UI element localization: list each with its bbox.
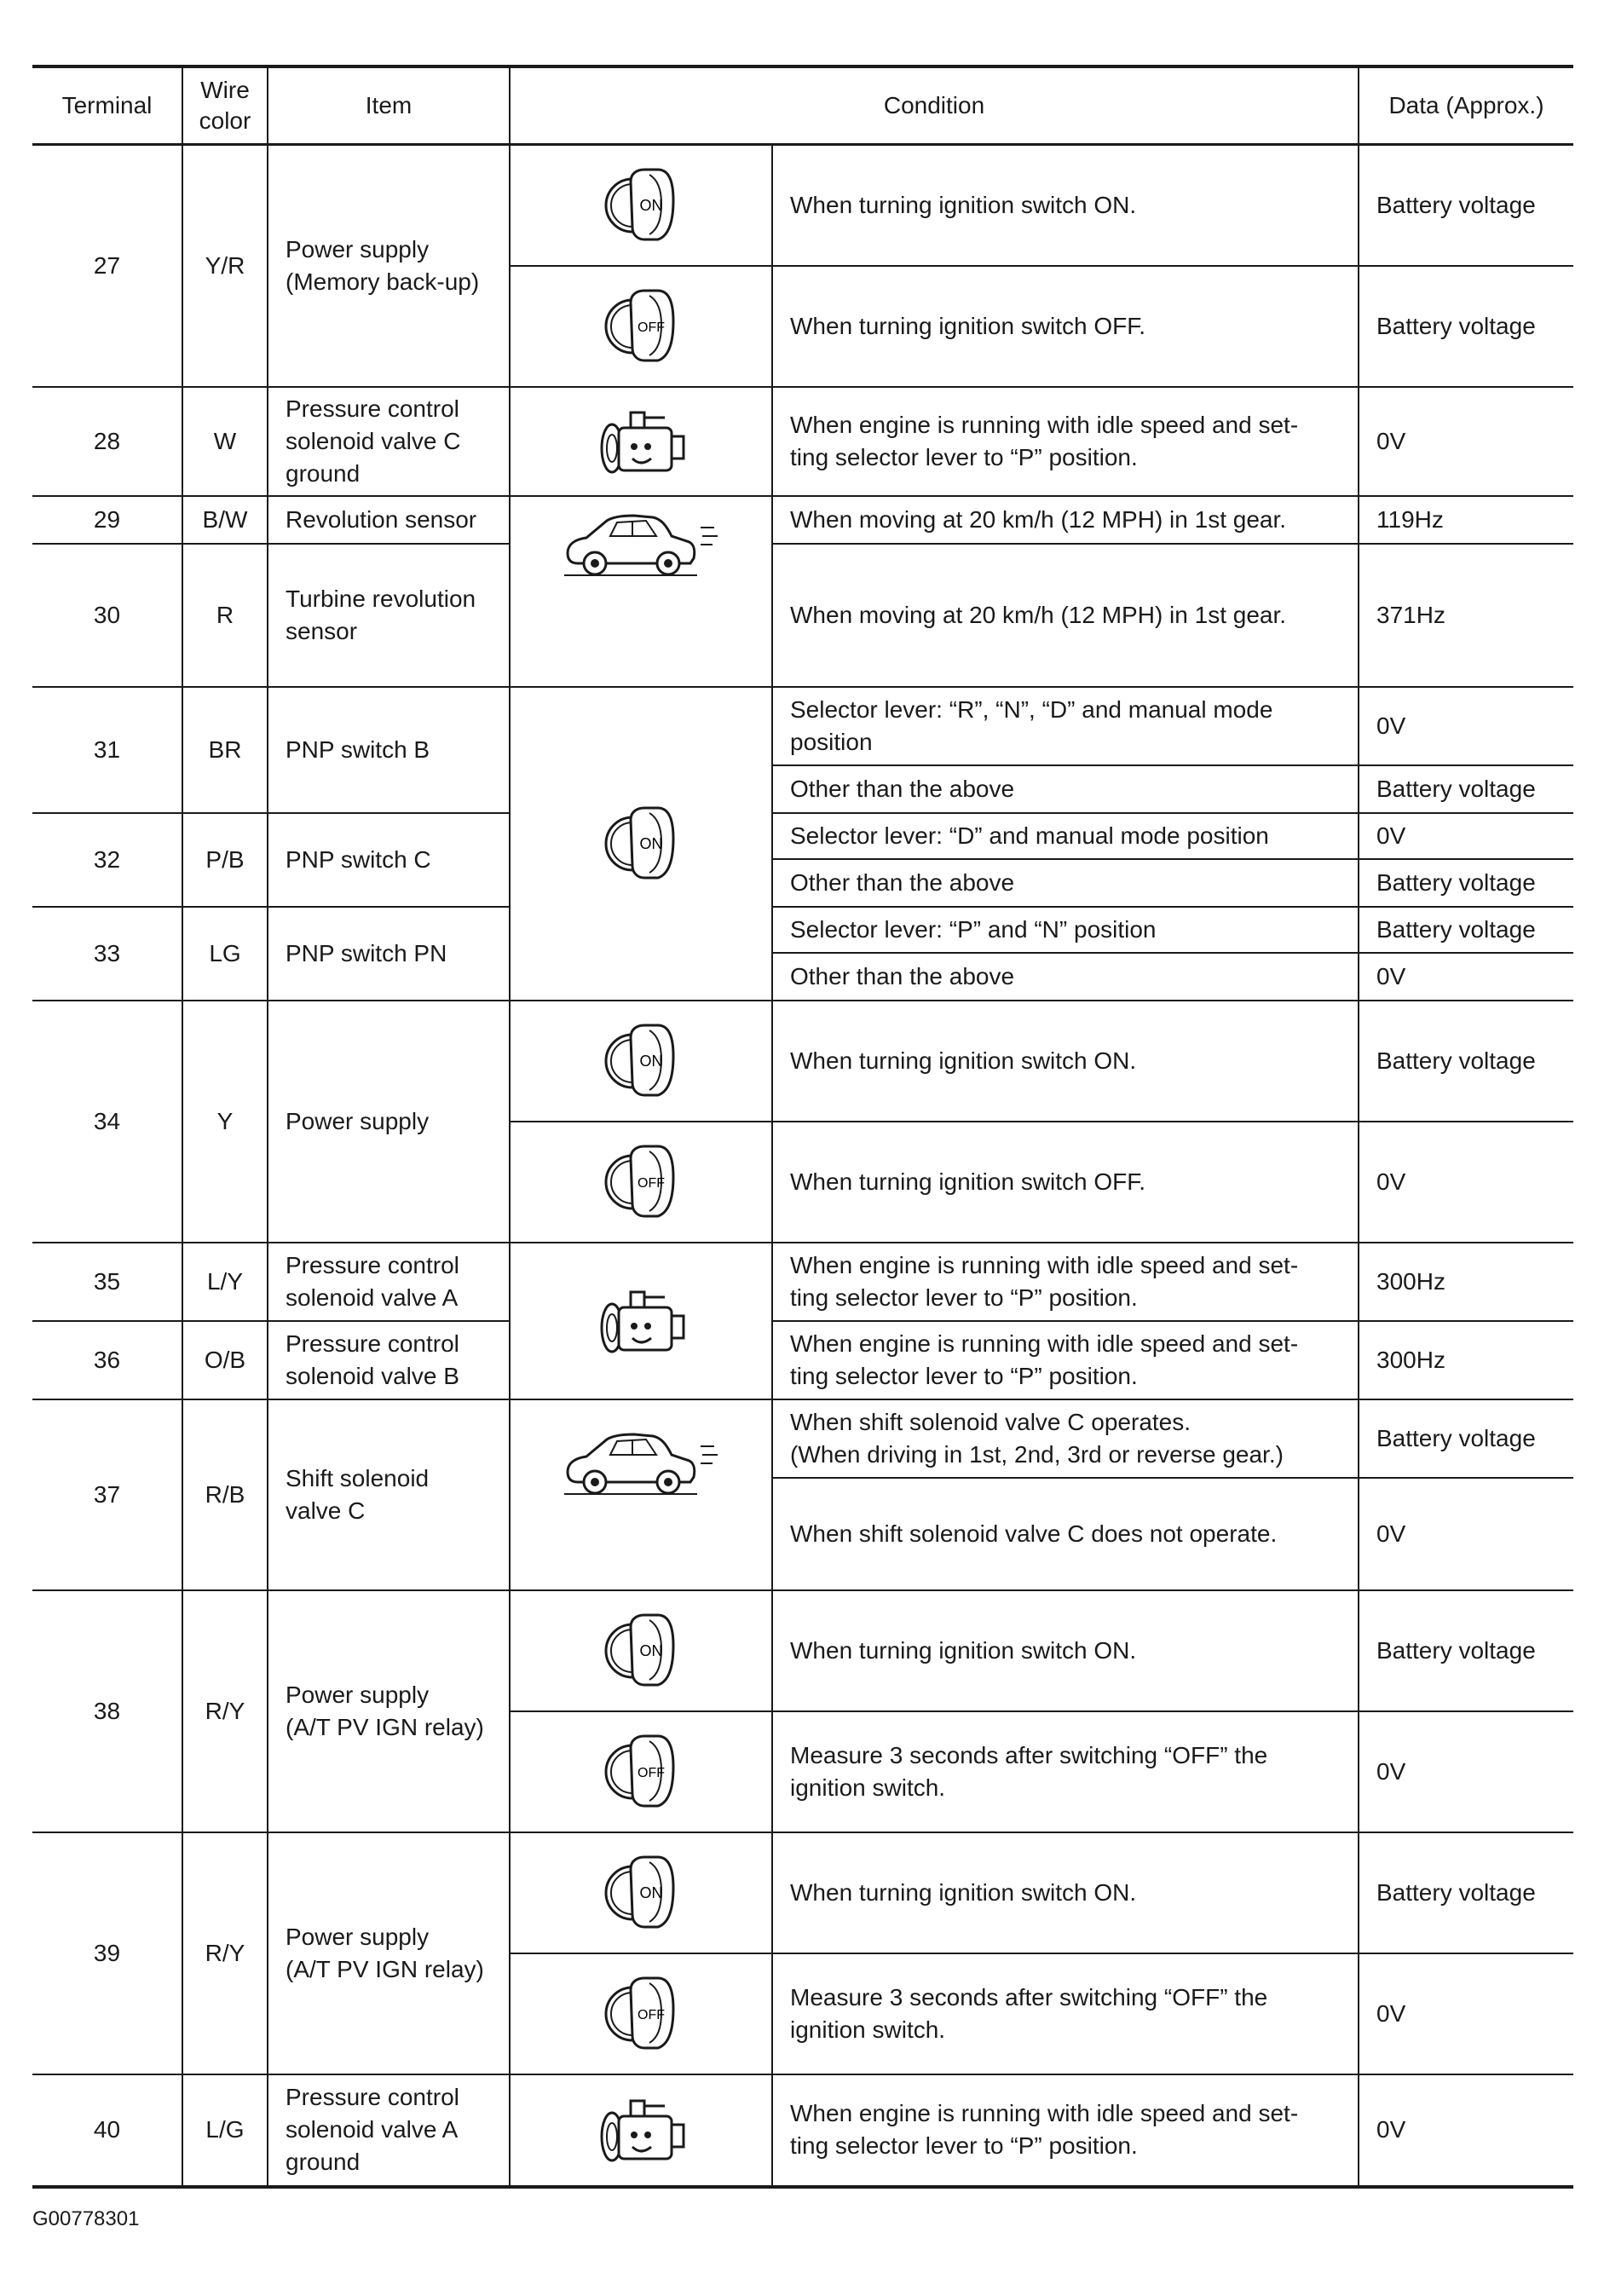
data-cell: 371Hz xyxy=(1359,544,1573,687)
wire-color-cell: R xyxy=(182,544,268,687)
wire-color-cell: R/B xyxy=(182,1399,268,1590)
condition-cell: When turning ignition switch ON. xyxy=(772,1001,1359,1122)
data-cell: Battery voltage xyxy=(1359,1832,1573,1953)
item-cell: Power supply (Memory back-up) xyxy=(268,145,510,387)
ignition-key-off-icon xyxy=(510,1953,772,2074)
item-cell: Pressure control solenoid valve A ground xyxy=(268,2074,510,2187)
item-cell: Pressure control solenoid valve A xyxy=(268,1243,510,1321)
ignition-key-on-icon xyxy=(510,1001,772,1122)
header-data: Data (Approx.) xyxy=(1359,66,1573,145)
data-cell: 0V xyxy=(1359,953,1573,1001)
condition-cell: Other than the above xyxy=(772,765,1359,813)
wire-color-cell: W xyxy=(182,387,268,496)
item-cell: Turbine revolution sensor xyxy=(268,544,510,687)
table-header-row xyxy=(32,66,1573,145)
terminal-cell: 32 xyxy=(32,813,182,907)
item-cell: Pressure control solenoid valve B xyxy=(268,1321,510,1399)
table-row xyxy=(32,145,1573,266)
key-on-label: ON xyxy=(639,196,663,214)
data-cell: 0V xyxy=(1359,1953,1573,2074)
condition-cell: When shift solenoid valve C does not operate. xyxy=(772,1478,1359,1590)
ignition-key-off-icon xyxy=(510,1711,772,1832)
item-cell: PNP switch C xyxy=(268,813,510,907)
engine-running-icon xyxy=(510,2074,772,2187)
item-cell: Power supply (A/T PV IGN relay) xyxy=(268,1832,510,2074)
key-off-label: OFF xyxy=(638,320,665,335)
data-cell: 300Hz xyxy=(1359,1243,1573,1321)
condition-cell: When engine is running with idle speed and set- ting selector lever to “P” position. xyxy=(772,387,1359,496)
data-cell: Battery voltage xyxy=(1359,1399,1573,1478)
terminal-data-table-sheet xyxy=(32,65,1573,2189)
condition-cell: When engine is running with idle speed and set- ting selector lever to “P” position. xyxy=(772,1243,1359,1321)
wire-color-cell: R/Y xyxy=(182,1832,268,2074)
terminal-cell: 33 xyxy=(32,907,182,1001)
key-on-label: ON xyxy=(639,1052,663,1070)
ignition-key-on-icon xyxy=(510,1832,772,1953)
wire-color-cell: R/Y xyxy=(182,1590,268,1832)
header-wire-color: Wire color xyxy=(182,66,268,145)
ignition-key-off-icon xyxy=(510,1122,772,1243)
data-cell: Battery voltage xyxy=(1359,145,1573,266)
condition-cell: When turning ignition switch ON. xyxy=(772,1832,1359,1953)
condition-cell: When moving at 20 km/h (12 MPH) in 1st gear. xyxy=(772,544,1359,687)
condition-cell: When moving at 20 km/h (12 MPH) in 1st gear. xyxy=(772,496,1359,544)
terminal-cell: 31 xyxy=(32,687,182,813)
wire-color-cell: Y xyxy=(182,1001,268,1243)
key-on-label: ON xyxy=(639,1641,663,1659)
wire-color-cell: L/G xyxy=(182,2074,268,2187)
data-cell: Battery voltage xyxy=(1359,859,1573,907)
data-cell: 0V xyxy=(1359,813,1573,859)
wire-color-cell: L/Y xyxy=(182,1243,268,1321)
table-row xyxy=(32,1590,1573,1711)
condition-cell: Measure 3 seconds after switching “OFF” the ignition switch. xyxy=(772,1953,1359,2074)
condition-cell: Selector lever: “D” and manual mode position xyxy=(772,813,1359,859)
wire-color-cell: P/B xyxy=(182,813,268,907)
terminal-cell: 29 xyxy=(32,496,182,544)
item-cell: Pressure control solenoid valve C ground xyxy=(268,387,510,496)
condition-cell: Other than the above xyxy=(772,859,1359,907)
data-cell: 0V xyxy=(1359,1478,1573,1590)
table-row xyxy=(32,2074,1573,2187)
terminal-cell: 40 xyxy=(32,2074,182,2187)
table-row xyxy=(32,387,1573,496)
data-cell: 0V xyxy=(1359,1122,1573,1243)
data-cell: 0V xyxy=(1359,687,1573,765)
wire-color-cell: BR xyxy=(182,687,268,813)
data-cell: 119Hz xyxy=(1359,496,1573,544)
condition-cell: Selector lever: “R”, “N”, “D” and manual mode position xyxy=(772,687,1359,765)
item-cell: Shift solenoid valve C xyxy=(268,1399,510,1590)
terminal-cell: 27 xyxy=(32,145,182,387)
key-off-label: OFF xyxy=(638,1175,665,1191)
terminal-cell: 39 xyxy=(32,1832,182,2074)
wire-color-cell: LG xyxy=(182,907,268,1001)
figure-id: G00778301 xyxy=(32,2207,140,2230)
wire-color-cell: B/W xyxy=(182,496,268,544)
terminal-cell: 34 xyxy=(32,1001,182,1243)
condition-cell: When turning ignition switch ON. xyxy=(772,145,1359,266)
header-item: Item xyxy=(268,66,510,145)
table-row xyxy=(32,1832,1573,1953)
table-row xyxy=(32,907,1573,953)
table-row xyxy=(32,496,1573,544)
terminal-cell: 36 xyxy=(32,1321,182,1399)
table-row xyxy=(32,1243,1573,1321)
wire-color-cell: O/B xyxy=(182,1321,268,1399)
key-on-label: ON xyxy=(639,834,663,852)
data-cell: Battery voltage xyxy=(1359,1001,1573,1122)
ignition-key-off-icon xyxy=(510,266,772,387)
ignition-key-on-icon xyxy=(510,1590,772,1711)
item-cell: Power supply xyxy=(268,1001,510,1243)
table-row xyxy=(32,1001,1573,1122)
condition-cell: Selector lever: “P” and “N” position xyxy=(772,907,1359,953)
data-cell: 0V xyxy=(1359,387,1573,496)
terminal-cell: 37 xyxy=(32,1399,182,1590)
vehicle-driving-icon xyxy=(510,496,772,687)
item-cell: Power supply (A/T PV IGN relay) xyxy=(268,1590,510,1832)
condition-cell: Other than the above xyxy=(772,953,1359,1001)
data-cell: Battery voltage xyxy=(1359,1590,1573,1711)
condition-cell: When engine is running with idle speed and set- ting selector lever to “P” position. xyxy=(772,1321,1359,1399)
item-cell: Revolution sensor xyxy=(268,496,510,544)
data-cell: Battery voltage xyxy=(1359,907,1573,953)
key-off-label: OFF xyxy=(638,2007,665,2022)
condition-cell: When turning ignition switch OFF. xyxy=(772,266,1359,387)
table-row xyxy=(32,544,1573,687)
terminal-data-table xyxy=(32,65,1573,2189)
table-row xyxy=(32,1399,1573,1478)
table-row xyxy=(32,1321,1573,1399)
ignition-key-on-icon xyxy=(510,145,772,266)
terminal-cell: 30 xyxy=(32,544,182,687)
wire-color-cell: Y/R xyxy=(182,145,268,387)
terminal-cell: 38 xyxy=(32,1590,182,1832)
data-cell: Battery voltage xyxy=(1359,266,1573,387)
vehicle-driving-icon xyxy=(510,1399,772,1590)
terminal-cell: 28 xyxy=(32,387,182,496)
condition-cell: Measure 3 seconds after switching “OFF” the ignition switch. xyxy=(772,1711,1359,1832)
item-cell: PNP switch B xyxy=(268,687,510,813)
data-cell: 300Hz xyxy=(1359,1321,1573,1399)
data-cell: Battery voltage xyxy=(1359,765,1573,813)
condition-cell: When turning ignition switch ON. xyxy=(772,1590,1359,1711)
header-condition: Condition xyxy=(510,66,1359,145)
condition-cell: When turning ignition switch OFF. xyxy=(772,1122,1359,1243)
key-on-label: ON xyxy=(639,1884,663,1901)
ignition-key-on-icon xyxy=(510,687,772,1001)
table-row xyxy=(32,687,1573,765)
engine-running-icon xyxy=(510,1243,772,1399)
header-terminal: Terminal xyxy=(32,66,182,145)
data-cell: 0V xyxy=(1359,1711,1573,1832)
engine-running-icon xyxy=(510,387,772,496)
terminal-cell: 35 xyxy=(32,1243,182,1321)
condition-cell: When shift solenoid valve C operates. (When driving in 1st, 2nd, 3rd or reverse gear.) xyxy=(772,1399,1359,1478)
key-off-label: OFF xyxy=(638,1765,665,1780)
item-cell: PNP switch PN xyxy=(268,907,510,1001)
table-row xyxy=(32,813,1573,859)
data-cell: 0V xyxy=(1359,2074,1573,2187)
condition-cell: When engine is running with idle speed and set- ting selector lever to “P” position. xyxy=(772,2074,1359,2187)
